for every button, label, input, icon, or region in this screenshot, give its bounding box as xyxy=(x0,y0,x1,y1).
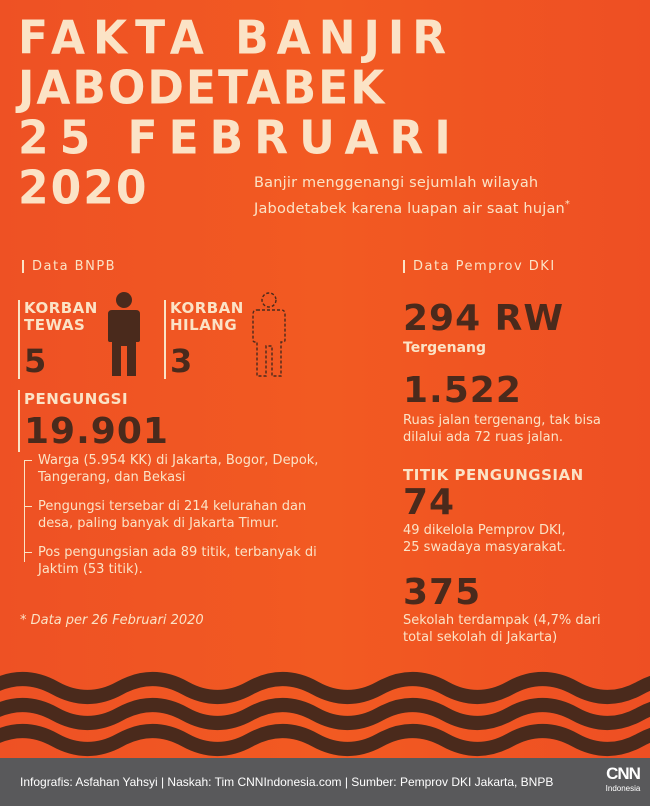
person-solid-icon xyxy=(104,292,144,378)
pengungsi-bullet-list xyxy=(24,452,344,590)
stat-jalan-desc: Ruas jalan tergenang, tak bisa dilalui ada 72 ruas jalan. xyxy=(403,413,601,445)
credits-bar xyxy=(0,758,650,806)
footnote: * Data per 26 Februari 2020 xyxy=(20,613,204,628)
list-item: Pos pengungsian ada 89 titik, terbanyak di Jaktim (53 titik). xyxy=(24,544,344,578)
stat-titik xyxy=(403,466,643,556)
korban-tewas-value: 5 xyxy=(24,342,47,380)
stat-sekolah-desc: Sekolah terdampak (4,7% dari total sekolah di Jakarta) xyxy=(403,613,601,645)
stat-sekolah xyxy=(403,574,643,646)
korban-hilang-label-1: KORBAN xyxy=(170,299,244,317)
stat-titik-desc-2: 25 swadaya masyarakat. xyxy=(403,540,566,555)
stat-titik-desc-1: 49 dikelola Pemprov DKI, xyxy=(403,523,566,538)
cnn-logo-mark: CNN xyxy=(606,764,640,783)
subtitle-line-1: Banjir menggenangi sejumlah wilayah xyxy=(254,175,539,191)
korban-tewas-label-2: TEWAS xyxy=(24,316,86,334)
stat-titik-value: 74 xyxy=(403,482,456,523)
cnn-indonesia-logo xyxy=(603,764,643,800)
wave-decoration-icon xyxy=(0,668,650,758)
subtitle-asterisk: * xyxy=(564,199,571,210)
stat-rw xyxy=(403,300,643,356)
stat-rw-value: 294 RW xyxy=(403,298,565,339)
korban-hilang-label-2: HILANG xyxy=(170,316,238,334)
stat-titik-label: TITIK PENGUNGSIAN xyxy=(403,466,584,484)
subtitle-line-2: Jabodetabek karena luapan air saat hujan* xyxy=(254,199,571,217)
pengungsi-value: 19.901 xyxy=(24,411,169,452)
section-label-pemprov: Data Pemprov DKI xyxy=(403,260,556,273)
person-outline-icon xyxy=(249,292,289,378)
cnn-logo-sub: Indonesia xyxy=(605,784,641,793)
korban-hilang-value: 3 xyxy=(170,342,193,380)
korban-tewas-label-1: KORBAN xyxy=(24,299,98,317)
stat-sekolah-value: 375 xyxy=(403,572,482,613)
title-line-2: JABODETABEK xyxy=(18,61,387,116)
pengungsi-block xyxy=(18,390,348,452)
title-line-4: 2020 xyxy=(18,161,149,216)
stat-jalan-value: 1.522 xyxy=(403,370,522,411)
korban-hilang-block xyxy=(164,300,244,379)
subtitle xyxy=(254,172,644,220)
title-line-3: 25 FEBRUARI xyxy=(18,111,462,166)
stat-rw-desc: Tergenang xyxy=(403,340,487,356)
stat-jalan xyxy=(403,372,643,446)
pengungsi-label: PENGUNGSI xyxy=(24,390,129,408)
credits-text: Infografis: Asfahan Yahsyi | Naskah: Tim CNNIndonesia.com | Sumber: Pemprov DKI Jakarta, BNPB xyxy=(20,775,554,789)
title-line-1: FAKTA BANJIR xyxy=(18,11,455,66)
section-label-bnpb: Data BNPB xyxy=(22,260,116,273)
list-item: Warga (5.954 KK) di Jakarta, Bogor, Depok, Tangerang, dan Bekasi xyxy=(24,452,344,486)
korban-tewas-block xyxy=(18,300,98,379)
list-item: Pengungsi tersebar di 214 kelurahan dan desa, paling banyak di Jakarta Timur. xyxy=(24,498,344,532)
